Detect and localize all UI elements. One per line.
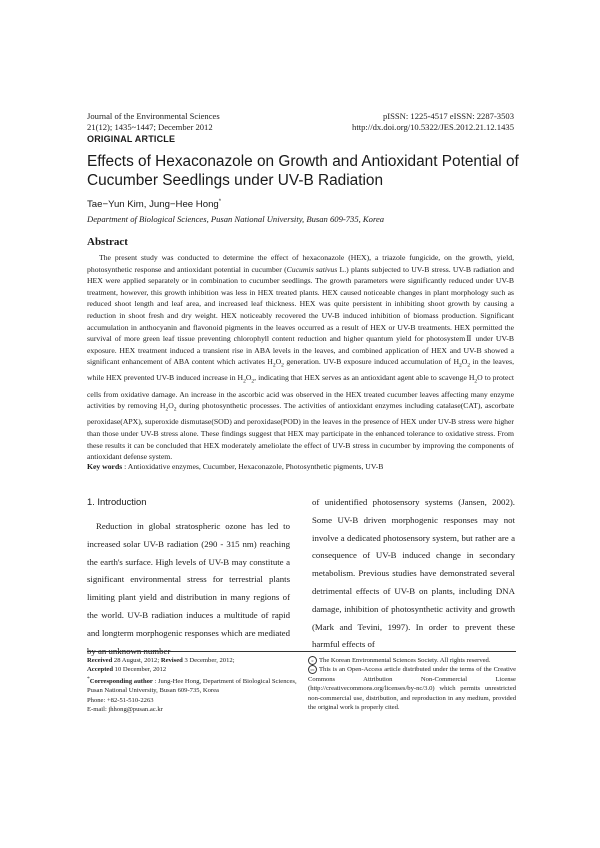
- keywords-label: Key words: [87, 462, 123, 471]
- journal-header: [87, 111, 220, 133]
- journal-name: Journal of the Environmental Sciences: [87, 111, 220, 121]
- author-line: [87, 199, 221, 210]
- corresponding-author: *Corresponding author : Jung-Hee Hong, Department of Biological Sciences, Pusan National University, Busan 609-735, Korea: [87, 675, 297, 695]
- footer-left: [87, 656, 301, 715]
- author-mark: *: [218, 199, 222, 205]
- footer-right: [308, 656, 516, 712]
- copyright-line: c The Korean Environmental Sciences Society. All rights reserved.: [308, 656, 516, 665]
- phone: Phone: +82-51-510-2263: [87, 696, 154, 704]
- dates-line: Received 28 August, 2012; Revised 3 December, 2012;: [87, 657, 235, 664]
- copyright-icon: c: [308, 656, 317, 665]
- license-text: cc This is an Open-Access article distributed under the terms of the Creative Commons Attribution Non-Commercial License (http://creativecommons.org/licenses/by-nc/3.0) which permits unrestricted non-commercial use, distribution, and reproduction in any medium, provided the original work is properly cited.: [308, 666, 516, 712]
- intro-left-column: Reduction in global stratospheric ozone has led to increased solar UV-B radiation (290 - 315 nm) reaching the earth's surface. High levels of UV-B may constitute a significant environmental stress for terrestrial plants limiting plant yield and distribution in many regions of the world. UV-B radiation induces a multitude of rapid and longterm morphogenic responses which are mediated by an unknown number: [87, 521, 290, 656]
- keywords-text: : Antioxidative enzymes, Cucumber, Hexaconazole, Photosynthetic pigments, UV-B: [122, 462, 384, 471]
- issn: pISSN: 1225-4517 eISSN: 2287-3503: [382, 111, 514, 121]
- intro-right-column: of unidentified photosensory systems (Jansen, 2002). Some UV-B driven morphogenic responses may not involve a dedicated photosensory system, but rather are a consequence of UV-B induced change in secondary metabolism. Previous studies have demonstrated several detrimental effects of UV-B on plants, including DNA damage, inhibition of photosynthetic activity and growth (Mark and Tevini, 1997). In order to prevent these harmful effects of: [312, 497, 515, 650]
- creative-commons-icon: cc: [308, 665, 317, 674]
- authors: Tae−Yun Kim, Jung−Hee Hong: [87, 199, 219, 211]
- keywords: [87, 462, 514, 471]
- affiliation: Department of Biological Sciences, Pusan National University, Busan 609-735, Korea: [87, 214, 385, 224]
- abstract-heading: Abstract: [87, 236, 128, 248]
- accepted-line: Accepted 10 December, 2012: [87, 666, 167, 674]
- article-type: ORIGINAL ARTICLE: [87, 134, 176, 144]
- abstract-body: The present study was conducted to determine the effect of hexaconazole (HEX), a triazole fungicide, on the growth, yield, photosynthetic response and antioxidant potential in cucumber (Cucumis sativus L.) plants subjected to UV-B stress. UV-B radiation and HEX were applied separately or in combination to cucumber seedlings. The growth parameters were significantly reduced under UV-B treatment, however, this growth inhibition was less in HEX treated plants. HEX caused noticeable changes in plant morphology such as reduced shoot length and leaf area, and increased leaf thickness. HEX was quite persistent in inhibiting shoot growth by causing a reduction in shoot fresh and dry weight. HEX noticeably recovered the UV-B induced inhibition of biomass production. Significant accumulation in anthocyanin and flavonoid pigments in the leaves occurred as a result of HEX or UV-B treatments. HEX permitted the survival of more green leaf tissue preventing chlorophyll content reduction and higher quantum yield for photosystemⅡ under UV-B exposure. HEX treatment induced a transient rise in ABA levels in the leaves, and combined application of HEX and UV-B showed a significant enhancement of ABA content which activates $H_2O_2$ generation. UV-B exposure induced accumulation of $H_2O_2$ in the leaves, while HEX prevented UV-B induced increase in $H_2O_2$, indicating that HEX serves as an antioxidant agent able to scavenge $H_2O$ to protect cells from oxidative damage. An increase in the ascorbic acid was observed in the HEX treated cucumber leaves affecting many enzyme activities by removing $H_2O_2$ during photosynthetic processes. The activities of antioxidant enzymes including catalase(CAT), ascorbate peroxidase(APX), superoxide dismutase(SOD) and peroxidase(POD) in the leaves in the presence of HEX under UV-B stress were higher than those under UV-B stress alone. These findings suggest that HEX may participate in the enhanced tolerance to oxidative stress. From these results it can be concluded that HEX moderately ameliolate the effect of UV-B stress in cucumber by improving the components of antioxidant defense system.: [87, 253, 514, 462]
- journal-volume: 21(12); 1435~1447; December 2012: [87, 122, 213, 132]
- article-title: Effects of Hexaconazole on Growth and Antioxidant Potential of Cucumber Seedlings under UV-B Radiation: [87, 153, 519, 189]
- issn-header: [352, 111, 514, 133]
- doi-link[interactable]: http://dx.doi.org/10.5322/JES.2012.21.12.1435: [352, 122, 514, 132]
- section-title: 1. Introduction: [87, 496, 147, 507]
- footer-divider: [87, 651, 516, 652]
- email-link[interactable]: E-mail: jhhong@pusan.ac.kr: [87, 706, 163, 714]
